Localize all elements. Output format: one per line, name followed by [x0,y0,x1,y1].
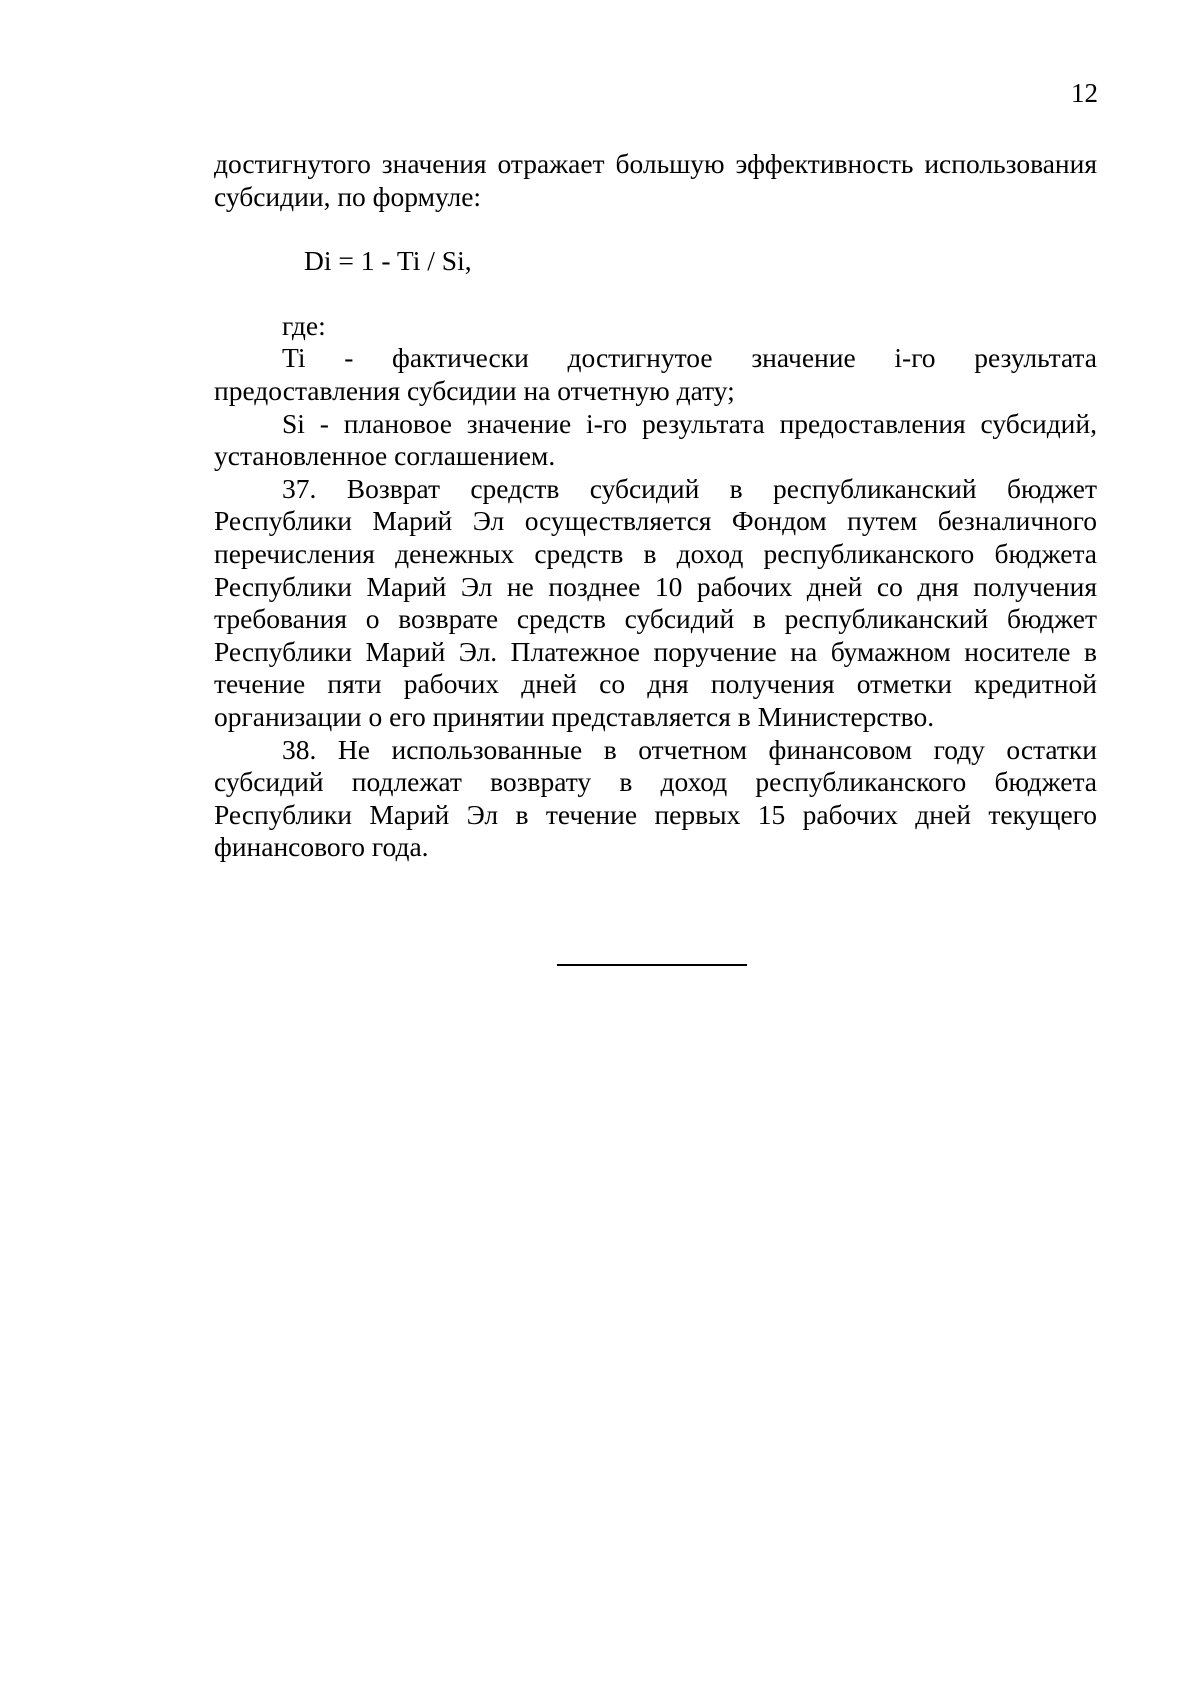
page-number: 12 [1071,78,1098,108]
document-body [214,148,1097,864]
ti-definition: Ti - фактически достигнутое значение i-го результата предоставления субсидии на отчетную дату; [214,342,1097,406]
end-separator-line [557,964,747,966]
clause-37: 37. Возврат средств субсидий в республиканский бюджет Республики Марий Эл осуществляется Фондом путем безналичного перечисления денежных средств в доход республиканского бюджета Республики Марий Эл не позднее 10 рабочих дней со дня получения требования о возврате средств субсидий в республиканский бюджет Республики Марий Эл. Платежное поручение на бумажном носителе в течение пяти рабочих дней со дня получения отметки кредитной организации о его принятии представляется в Министерство. [214,472,1097,732]
si-definition: Si - плановое значение i-го результата предоставления субсидий, установленное соглашением. [214,407,1097,472]
paragraph-continuation: достигнутого значения отражает большую эффективность использования субсидии, по формуле: [214,148,1097,212]
clause-38: 38. Не использованные в отчетном финансовом году остатки субсидий подлежат возврату в доход республиканского бюджета Республики Марий Эл в течение первых 15 рабочих дней текущего финансового года. [214,733,1097,863]
where-label: где: [282,309,326,341]
formula: Di = 1 - Ti / Si, [304,245,472,277]
